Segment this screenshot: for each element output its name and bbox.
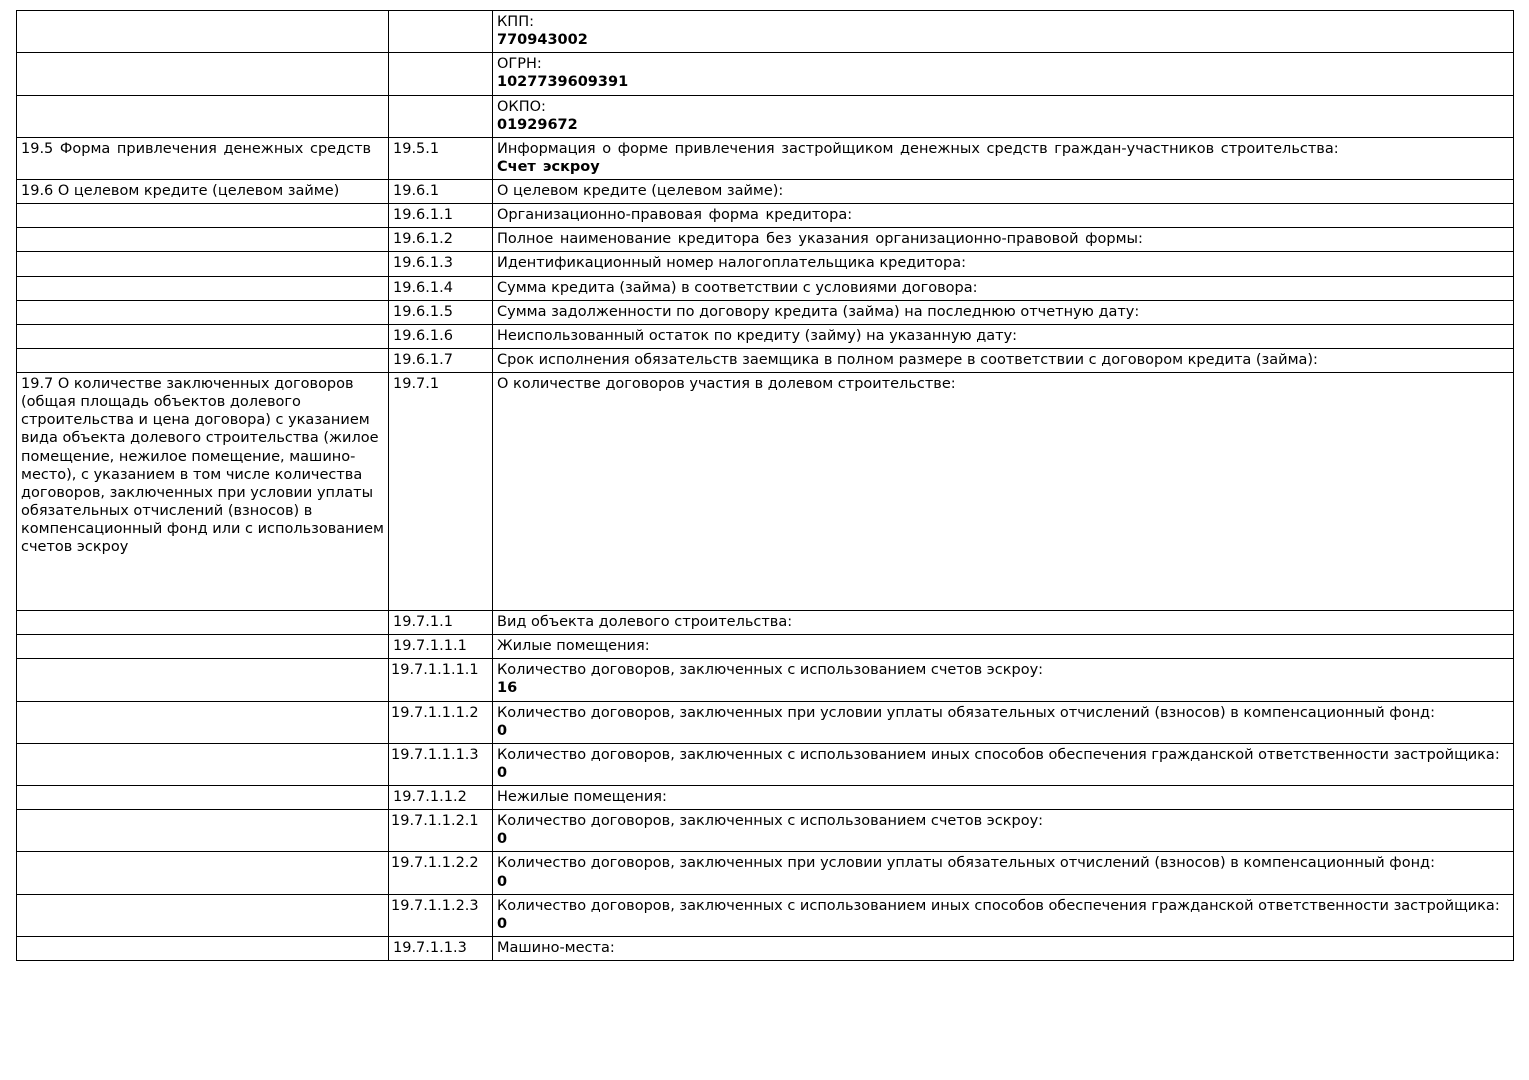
row-label: ОГРН: <box>497 56 542 73</box>
row-number <box>389 53 493 95</box>
row-value: 0 <box>497 915 508 932</box>
table-row <box>17 810 1514 852</box>
row-label: Сумма кредита (займа) в соответствии с условиями договора: <box>497 279 978 296</box>
row-section-label <box>17 324 389 348</box>
declaration-table <box>16 10 1514 961</box>
table-row <box>17 894 1514 936</box>
row-label: КПП: <box>497 14 534 30</box>
row-number: 19.6.1 <box>389 180 493 204</box>
table-row <box>17 11 1514 53</box>
row-number: 19.7.1 <box>389 373 493 611</box>
row-label: Количество договоров, заключенных с использованием иных способов обеспечения гражданской ответственности застройщика: <box>497 897 1500 914</box>
table-row <box>17 204 1514 228</box>
row-content <box>493 180 1514 204</box>
table-row <box>17 137 1514 179</box>
row-content <box>493 743 1514 785</box>
row-number: 19.6.1.4 <box>389 276 493 300</box>
row-content <box>493 635 1514 659</box>
row-value: 01929672 <box>497 116 578 133</box>
table-row <box>17 324 1514 348</box>
row-value: 0 <box>497 831 508 848</box>
row-number: 19.7.1.1 <box>389 611 493 635</box>
row-section-label <box>17 300 389 324</box>
row-value: 770943002 <box>497 32 588 49</box>
row-content <box>493 701 1514 743</box>
row-section-label <box>17 936 389 960</box>
row-number: 19.6.1.2 <box>389 228 493 252</box>
row-content <box>493 659 1514 701</box>
row-section-label <box>17 743 389 785</box>
row-section-label <box>17 810 389 852</box>
table-row <box>17 252 1514 276</box>
row-content <box>493 11 1514 53</box>
row-number: 19.6.1.5 <box>389 300 493 324</box>
row-section-label <box>17 204 389 228</box>
table-row <box>17 276 1514 300</box>
table-row <box>17 300 1514 324</box>
row-label: Количество договоров, заключенных с использованием счетов эскроу: <box>497 813 1044 830</box>
row-label: Жилые помещения: <box>497 638 650 655</box>
table-row <box>17 936 1514 960</box>
row-label: Организационно-правовая форма кредитора: <box>497 207 853 224</box>
row-label: О целевом кредите (целевом займе): <box>497 183 784 199</box>
row-content <box>493 810 1514 852</box>
row-content <box>493 348 1514 372</box>
row-label: Количество договоров, заключенных с использованием иных способов обеспечения гражданской ответственности застройщика: <box>497 746 1500 763</box>
table-row <box>17 348 1514 372</box>
row-section-label <box>17 701 389 743</box>
row-section-label <box>17 894 389 936</box>
row-label: Количество договоров, заключенных с использованием счетов эскроу: <box>497 662 1044 679</box>
row-section-label <box>17 252 389 276</box>
row-number: 19.6.1.3 <box>389 252 493 276</box>
row-value: 0 <box>497 722 508 739</box>
table-row <box>17 701 1514 743</box>
table-row <box>17 852 1514 894</box>
row-content <box>493 373 1514 611</box>
row-number: 19.7.1.1.2.3 <box>389 894 493 936</box>
row-value: 0 <box>497 764 508 781</box>
row-content <box>493 53 1514 95</box>
row-content <box>493 95 1514 137</box>
row-number: 19.7.1.1.1.3 <box>389 743 493 785</box>
row-section-label <box>17 228 389 252</box>
row-label: Информация о форме привлечения застройщиком денежных средств граждан-участников строительства: <box>497 140 1339 157</box>
row-number: 19.7.1.1.2.2 <box>389 852 493 894</box>
row-number: 19.6.1.1 <box>389 204 493 228</box>
row-label: Срок исполнения обязательств заемщика в полном размере в соответствии с договором кредита (займа): <box>497 351 1318 368</box>
row-label: Полное наименование кредитора без указания организационно-правовой формы: <box>497 231 1143 248</box>
row-label: Неиспользованный остаток по кредиту (займу) на указанную дату: <box>497 327 1018 344</box>
row-label: ОКПО: <box>497 98 546 115</box>
table-row <box>17 786 1514 810</box>
row-label: Количество договоров, заключенных при условии уплаты обязательных отчислений (взносов) в компенсационный фонд: <box>497 855 1435 872</box>
row-section-label <box>17 276 389 300</box>
row-value: 0 <box>497 873 508 890</box>
row-label: Сумма задолженности по договору кредита (займа) на последнюю отчетную дату: <box>497 303 1140 320</box>
table-row <box>17 228 1514 252</box>
row-section-label <box>17 611 389 635</box>
row-number: 19.6.1.6 <box>389 324 493 348</box>
row-number: 19.5.1 <box>389 137 493 179</box>
row-content <box>493 611 1514 635</box>
row-label: Количество договоров, заключенных при условии уплаты обязательных отчислений (взносов) в компенсационный фонд: <box>497 704 1435 721</box>
row-number: 19.7.1.1.2 <box>389 786 493 810</box>
row-number: 19.7.1.1.2.1 <box>389 810 493 852</box>
row-section-label <box>17 852 389 894</box>
row-number: 19.7.1.1.3 <box>389 936 493 960</box>
row-section-label: 19.7 О количестве заключенных договоров (общая площадь объектов долевого строительства и цена договора) с указанием вида объекта долевого строительства (жилое помещение, нежилое помещение, машино-место), с указанием в том числе количества договоров, заключенных при условии уплаты обязательных отчислений (взносов) в компенсационный фонд или с использованием счетов эскроу <box>17 373 389 611</box>
row-content <box>493 852 1514 894</box>
row-content <box>493 300 1514 324</box>
row-section-label <box>17 11 389 53</box>
row-section-label <box>17 348 389 372</box>
row-content <box>493 252 1514 276</box>
table-body <box>17 11 1514 961</box>
table-row <box>17 95 1514 137</box>
row-section-label <box>17 786 389 810</box>
table-row <box>17 635 1514 659</box>
row-content <box>493 324 1514 348</box>
row-content <box>493 204 1514 228</box>
row-section-label <box>17 659 389 701</box>
row-number: 19.7.1.1.1.2 <box>389 701 493 743</box>
row-section-label: 19.5 Форма привлечения денежных средств <box>17 137 389 179</box>
row-value: Счет эскроу <box>497 158 600 175</box>
row-number <box>389 95 493 137</box>
row-value: 1027739609391 <box>497 74 629 91</box>
table-row <box>17 53 1514 95</box>
table-row <box>17 180 1514 204</box>
row-label: Нежилые помещения: <box>497 789 667 805</box>
row-content <box>493 936 1514 960</box>
row-section-label <box>17 635 389 659</box>
row-label: Машино-места: <box>497 939 615 956</box>
table-row <box>17 743 1514 785</box>
row-value: 16 <box>497 680 518 697</box>
row-label: Вид объекта долевого строительства: <box>497 614 793 630</box>
row-content <box>493 228 1514 252</box>
row-section-label <box>17 53 389 95</box>
table-row <box>17 659 1514 701</box>
row-section-label <box>17 95 389 137</box>
row-label: Идентификационный номер налогоплательщика кредитора: <box>497 255 967 272</box>
row-number: 19.6.1.7 <box>389 348 493 372</box>
row-number: 19.7.1.1.1 <box>389 635 493 659</box>
row-content <box>493 894 1514 936</box>
row-number <box>389 11 493 53</box>
table-row <box>17 373 1514 611</box>
row-label: О количестве договоров участия в долевом строительстве: <box>497 376 956 392</box>
table-row <box>17 611 1514 635</box>
row-section-label: 19.6 О целевом кредите (целевом займе) <box>17 180 389 204</box>
row-content <box>493 786 1514 810</box>
row-content <box>493 137 1514 179</box>
row-content <box>493 276 1514 300</box>
row-number: 19.7.1.1.1.1 <box>389 659 493 701</box>
